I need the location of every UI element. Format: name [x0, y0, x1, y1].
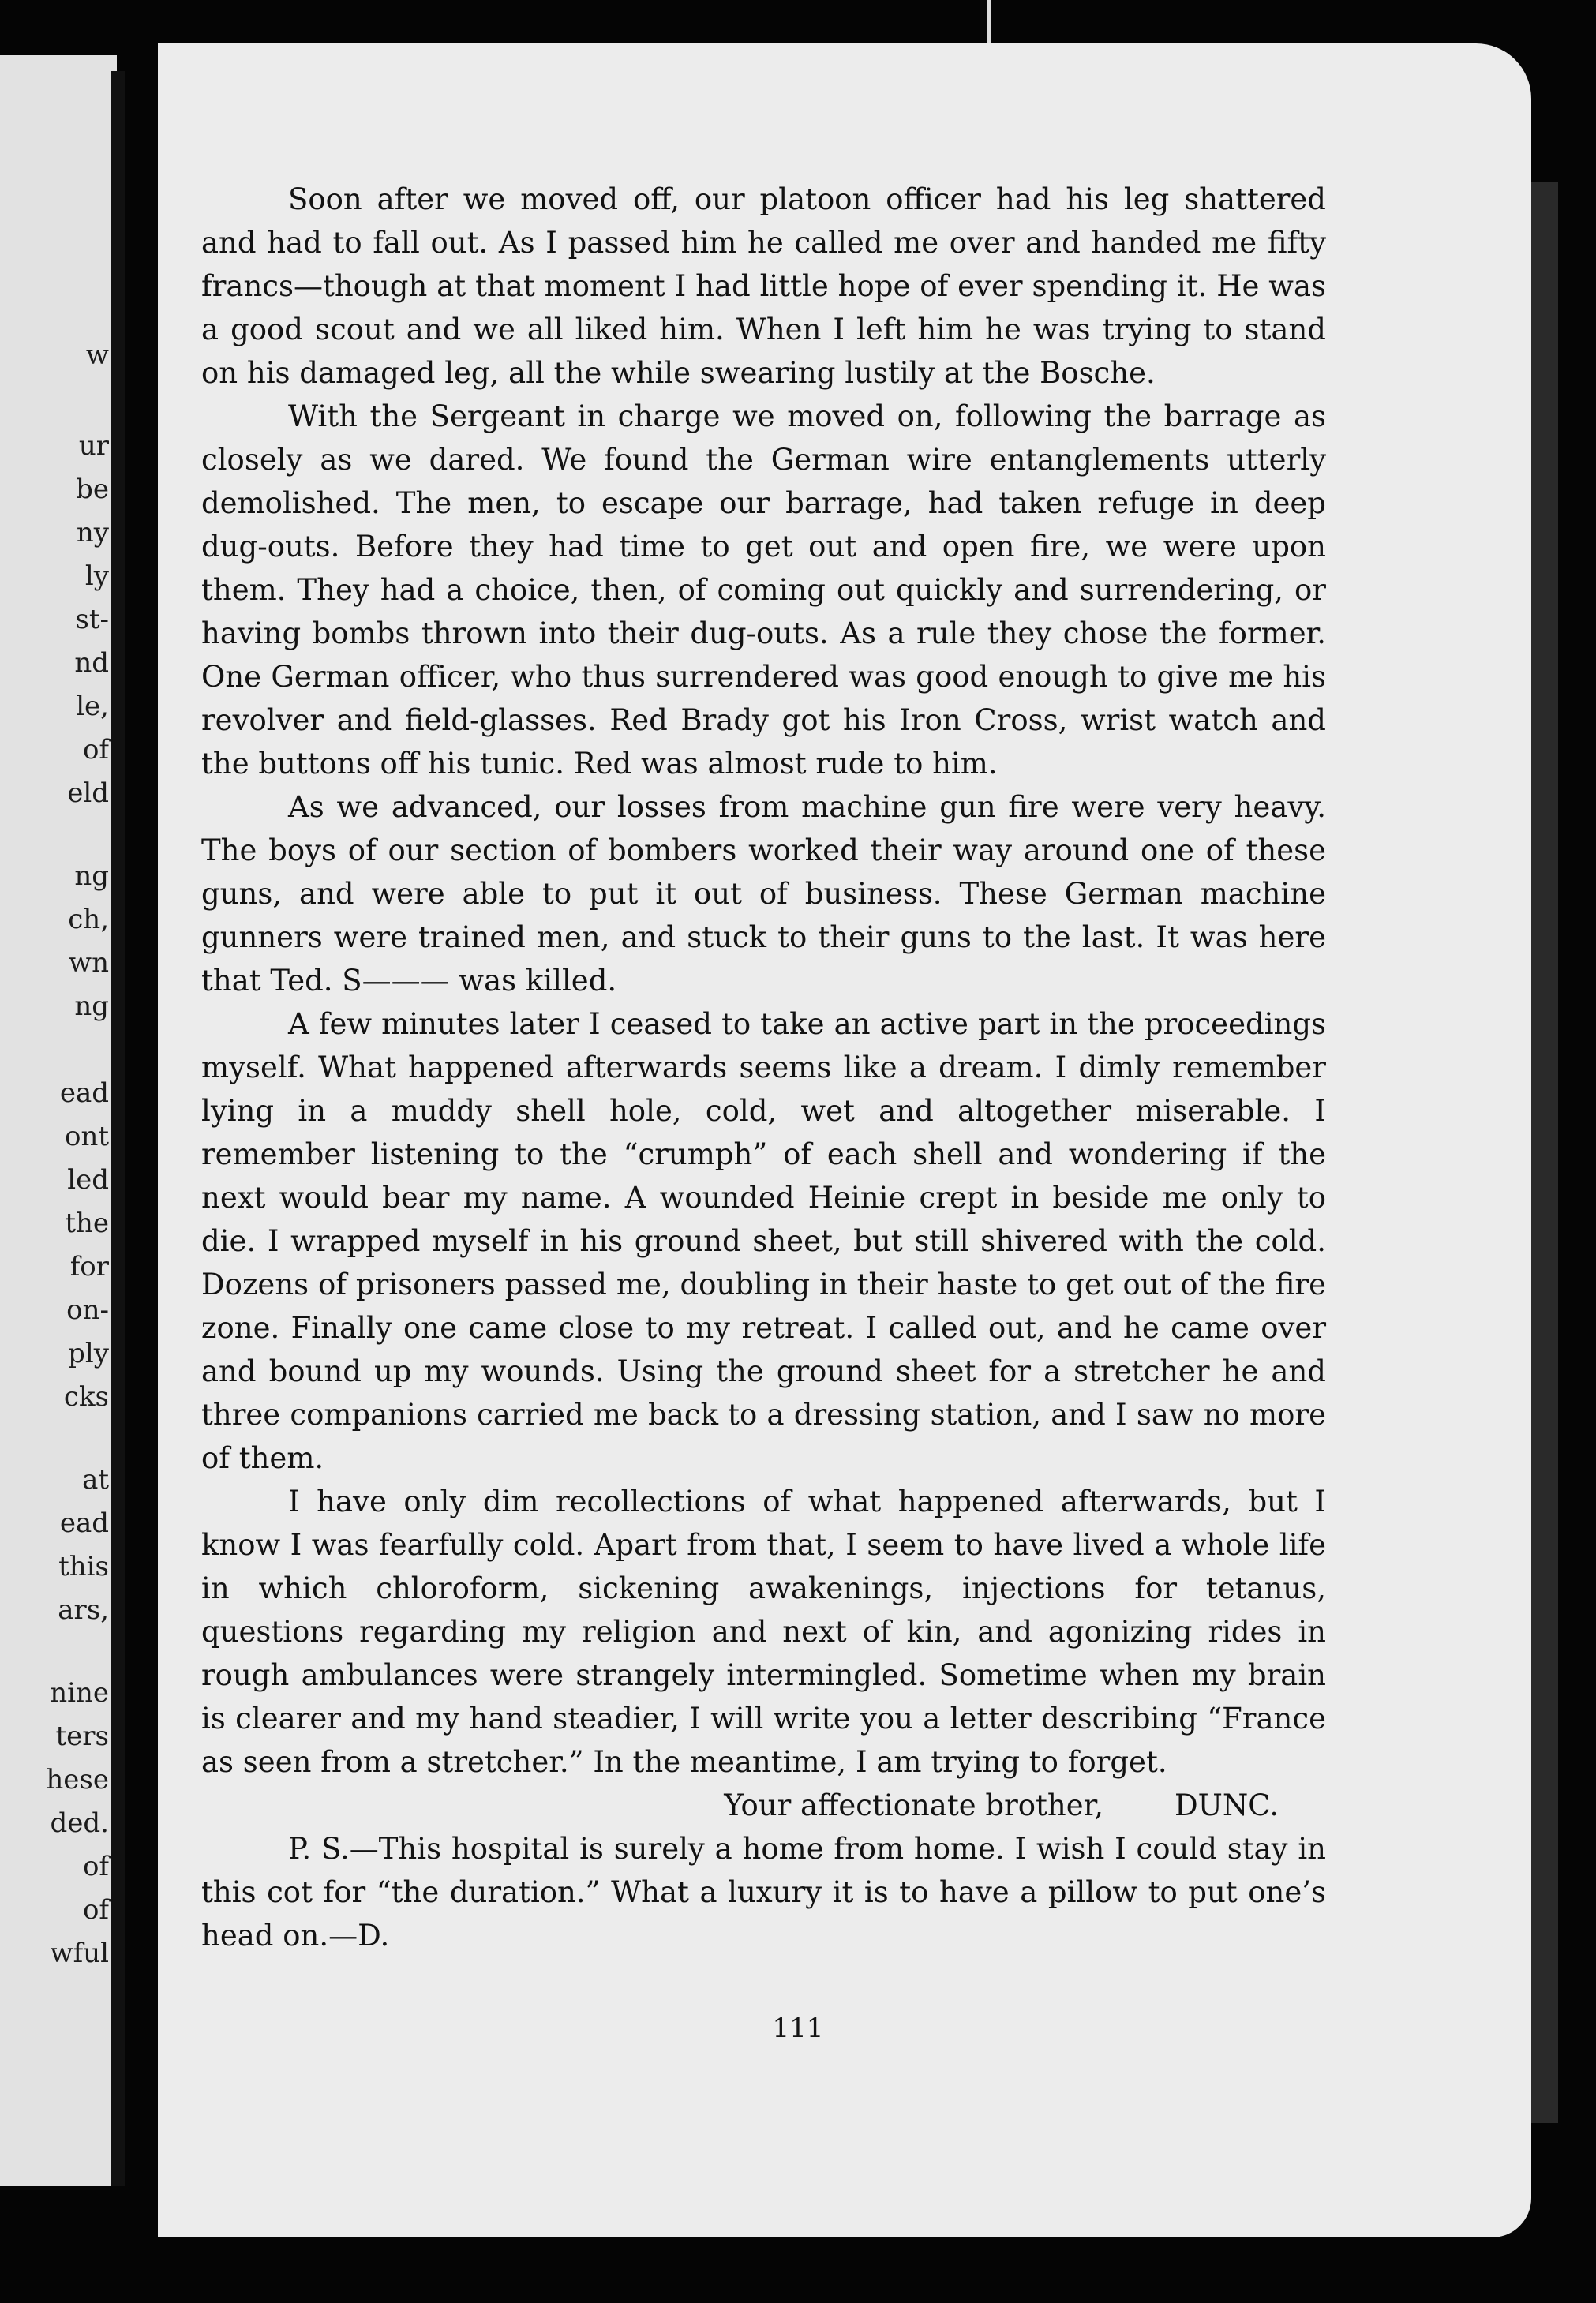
facing-page-line: ead — [59, 1507, 109, 1539]
facing-page-line: ly — [84, 560, 109, 592]
page-number: 111 — [772, 2013, 824, 2044]
facing-page-line: of — [82, 1851, 109, 1882]
facing-page-line: ng — [74, 860, 109, 892]
facing-page-line: at — [82, 1464, 109, 1496]
facing-page-line: eld — [67, 777, 109, 809]
paragraph: Soon after we moved off, our platoon officer had his leg shattered and had to fall out. As I passed him he called me over and handed me fifty francs—though at that moment I had little hope of ever spending it. He was a good scout and we all liked him. When I left him he was trying to stand on his damaged leg, all the while swearing lustily at the Bosche. — [201, 182, 1326, 390]
paragraph: As we advanced, our losses from machine gun fire were very heavy. The boys of our section of bombers worked their way around one of these guns, and were able to put it out of business. These German machine gunners were trained men, and stuck to their guns to the last. It was here that Ted. S——— was killed. — [201, 790, 1326, 998]
facing-page-line: hese — [46, 1764, 109, 1796]
facing-page-line: be — [76, 474, 109, 505]
facing-page-line: of — [82, 1894, 109, 1926]
letter-closing — [201, 1784, 1326, 1827]
facing-page-line: ars, — [58, 1594, 109, 1626]
signature: DUNC. — [1175, 1788, 1279, 1822]
facing-page-line: nine — [50, 1677, 109, 1709]
facing-page-fragment — [0, 55, 117, 2186]
facing-page-line: ont — [64, 1121, 109, 1152]
facing-page-line: ch, — [68, 904, 109, 935]
facing-page-line: wn — [69, 947, 109, 979]
paragraph: A few minutes later I ceased to take an active part in the proceedings myself. What happened afterwards seems like a dream. I dimly remember lying in a muddy shell hole, cold, wet and altogether miserable. I remember listening to the “crumph” of each shell and wondering if the next would bear my name. A wounded Heinie crept in beside me only to die. I wrapped myself in his ground sheet, but still shivered with the cold. Dozens of prisoners passed me, doubling in their haste to get out of the fire zone. Finally one came close to my retreat. I called out, and he came over and bound up my wounds. Using the ground sheet for a stretcher he and three companions carried me back to a dressing station, and I saw no more of them. — [201, 1007, 1326, 1475]
facing-page-line: led — [67, 1164, 109, 1196]
facing-page-line: for — [69, 1251, 109, 1283]
facing-page-line: ead — [59, 1077, 109, 1109]
paragraph: With the Sergeant in charge we moved on, following the barrage as closely as we dared. We found the German wire entanglements utterly demolished. The men, to escape our barrage, had taken refuge in deep dug-outs. Before they had time to get out and open fire, we were upon them. They had a choice, then, of coming out quickly and surrendering, or having bombs thrown into their dug-outs. As a rule they chose the former. One German officer, who thus surrendered was good enough to give me his revolver and field-glasses. Red Brady got his Iron Cross, wrist watch and the buttons off his tunic. Red was almost rude to him. — [201, 399, 1326, 781]
facing-page-line: le, — [76, 691, 109, 722]
facing-page-line: the — [65, 1208, 109, 1239]
facing-page-line: st- — [75, 604, 109, 635]
postscript: P. S.—This hospital is surely a home from home. I wish I could stay in this cot for “the duration.” What a luxury it is to have a pillow to put one’s head on.—D. — [201, 1832, 1326, 1953]
page-body — [201, 178, 1326, 1957]
facing-page-line: wful — [50, 1938, 109, 1969]
book-gutter — [111, 71, 125, 2186]
paragraph: I have only dim recollections of what happened afterwards, but I know I was fearfully cold. Apart from that, I seem to have lived a whole life in which chloroform, sickening awakenings, injections for tetanus, questions regarding my religion and next of kin, and agonizing rides in rough ambulances were strangely intermingled. Sometime when my brain is clearer and my hand steadier, I will write you a letter describing “France as seen from a stretcher.” In the meantime, I am trying to forget. — [201, 1485, 1326, 1779]
facing-page-line: cks — [63, 1381, 109, 1413]
facing-page-line: ded. — [50, 1807, 109, 1839]
facing-page-line: of — [82, 734, 109, 766]
facing-page-line: nd — [74, 647, 109, 679]
page-stack-edge — [1527, 182, 1558, 2123]
scan-mark — [987, 0, 991, 47]
facing-page-line: ters — [55, 1721, 109, 1752]
closing-text: Your affectionate brother, — [724, 1788, 1104, 1822]
facing-page-line: this — [58, 1551, 109, 1582]
facing-page-line: ng — [74, 990, 109, 1022]
facing-page-line: ur — [78, 430, 109, 462]
facing-page-line: ply — [68, 1338, 109, 1369]
facing-page-line: w — [85, 339, 109, 371]
facing-page-line: on- — [66, 1294, 109, 1326]
facing-page-line: ny — [76, 517, 109, 549]
